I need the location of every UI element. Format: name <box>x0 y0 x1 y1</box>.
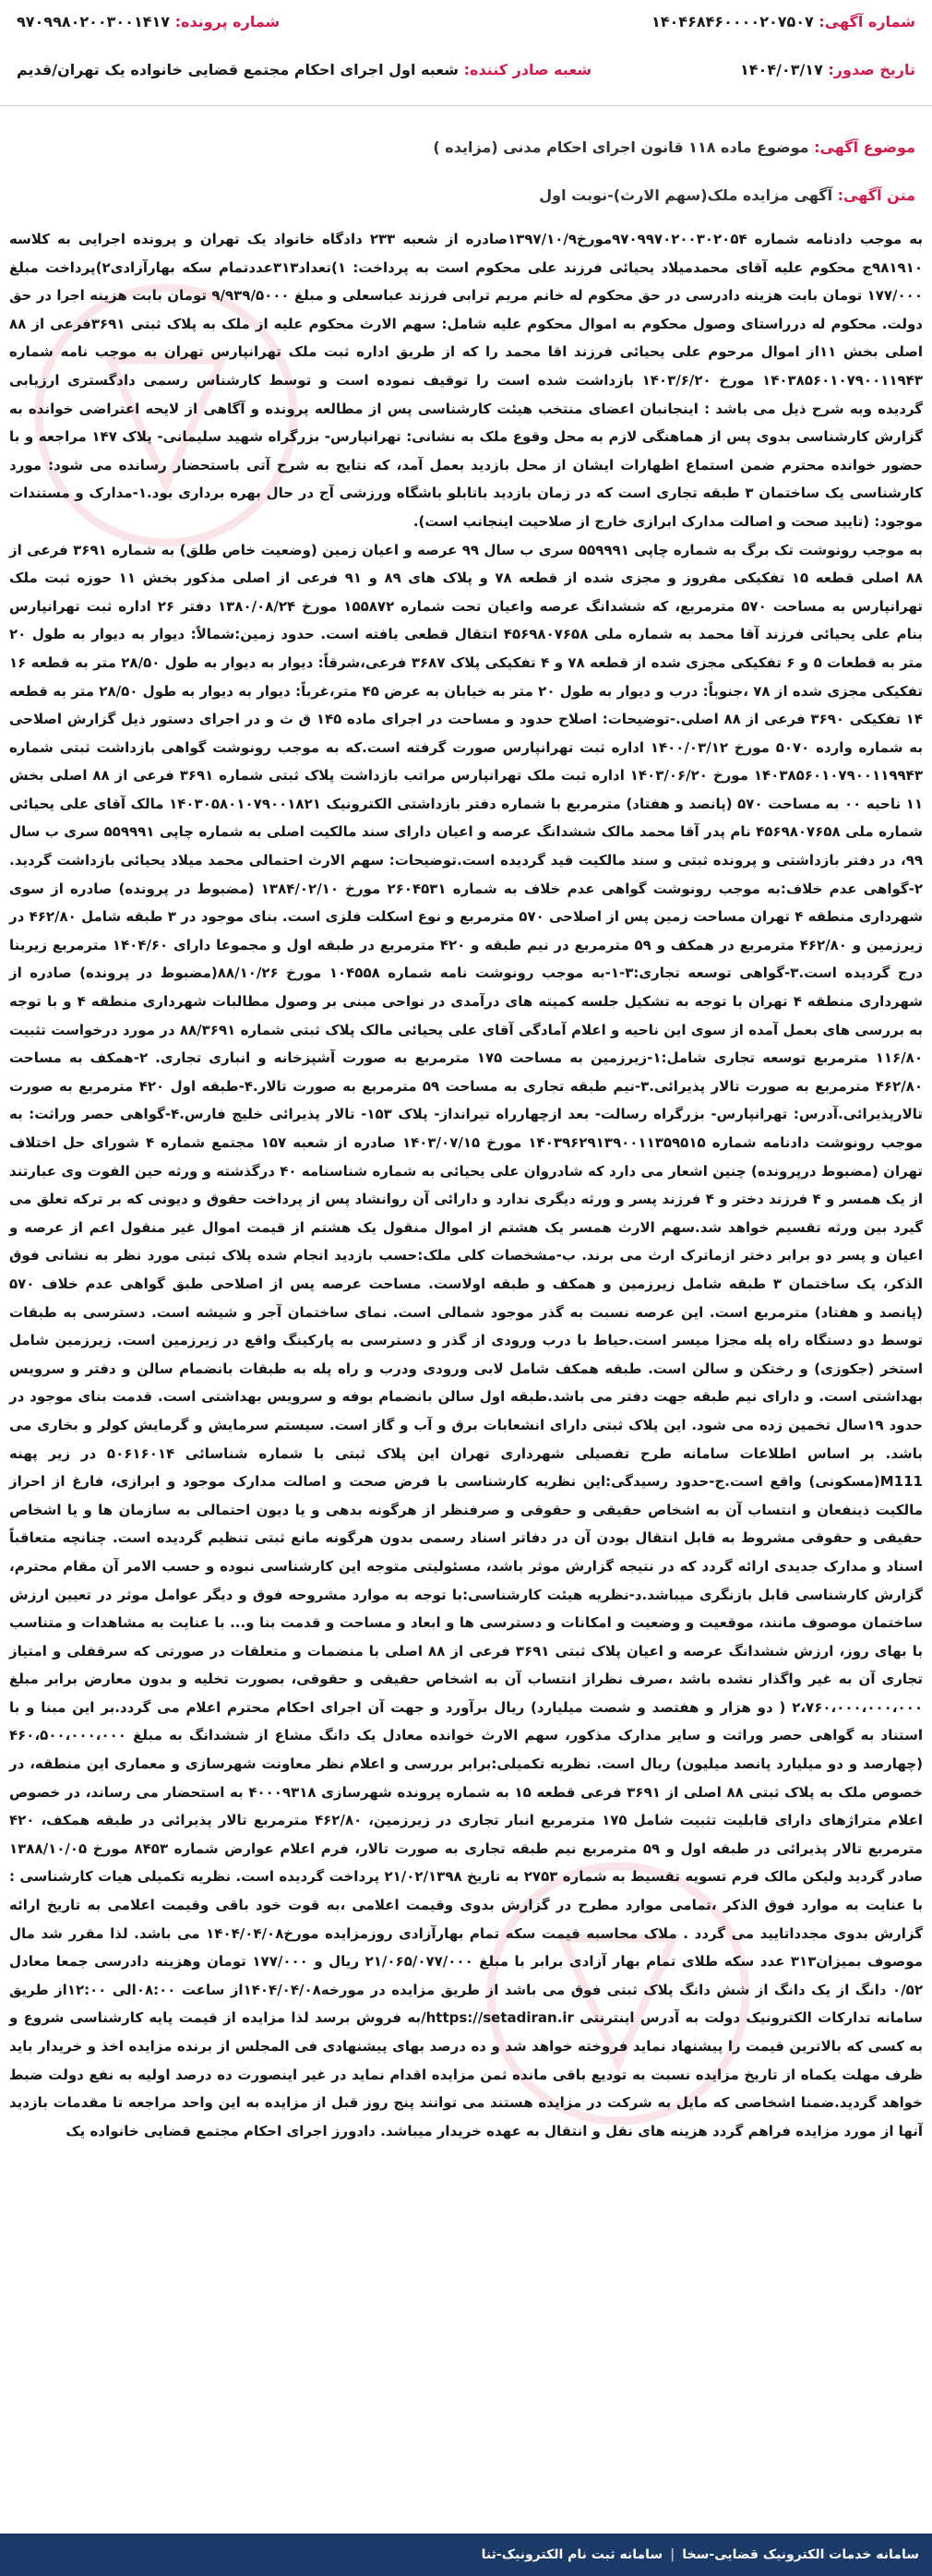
notice-title-value: آگهی مزایده ملک(سهم الارث)-نوبت اول <box>539 186 833 204</box>
case-number-label: شماره پرونده: <box>174 13 281 30</box>
case-number-row <box>17 13 280 30</box>
notice-title <box>539 186 915 204</box>
case-number: ۹۷۰۹۹۸۰۲۰۰۳۰۰۱۴۱۷ <box>17 13 171 30</box>
footer-bar <box>0 2534 932 2576</box>
notice-number: ۱۴۰۴۶۸۴۶۰۰۰۰۲۰۷۵۰۷ <box>651 13 814 30</box>
notice-number-row <box>651 13 915 30</box>
notice-body <box>9 225 923 2145</box>
footer-service-short: سخا <box>682 2547 710 2562</box>
footer-registration-link[interactable]: سامانه ثبت نام الکترونیک-ثنا <box>481 2547 663 2562</box>
notice-subject <box>433 138 915 156</box>
footer-registration-short: ثنا <box>481 2547 496 2562</box>
footer-service-link[interactable]: سامانه خدمات الکترونیک قضایی-سخا <box>682 2547 919 2562</box>
subject-label: موضوع آگهی: <box>814 138 915 156</box>
notice-title-label: متن آگهی: <box>837 186 915 204</box>
issuing-branch-row <box>17 61 591 78</box>
issue-date: ۱۴۰۴/۰۳/۱۷ <box>740 61 823 78</box>
footer-separator: | <box>670 2547 675 2562</box>
notice-header <box>0 0 932 106</box>
issuing-branch: شعبه اول اجرای احکام مجتمع قضایی خانواده یک تهران/قدیم <box>17 61 460 78</box>
footer-registration-name: سامانه ثبت نام الکترونیک <box>501 2547 663 2562</box>
subject-value: موضوع ماده ۱۱۸ قانون اجرای احکام مدنی (مزایده ) <box>433 138 809 156</box>
issue-date-label: تاریخ صدور: <box>828 61 915 78</box>
body-paragraph: به موجب رونوشت تک برگ به شماره چاپی ۵۵۹۹۹۱ سری ب سال ۹۹ عرصه و اعیان زمین (وضعیت خاص طلق) به شماره ۳۶۹۱ فرعی از ۸۸ اصلی قطعه ۱۵ تفکیکی مفروز و مجزی شده از قطعه ۷۸ و پلاک های ۸۹ و ۹۱ فرعی از اصلی مذکور بخش ۱۱ حوزه ثبت ملک تهرانپارس به مساحت ۵۷۰ مترمربع، که ششدانگ عرصه واعیان تحت شماره ۱۵۵۸۷۲ مورخ ۱۳۸۰/۰۸/۲۴ دفتر ۲۶ اداره ثبت تهرانپارس بنام علی یحیائی فرزند آقا محمد به شماره ملی ۴۵۶۹۸۰۷۶۵۸ انتقال قطعی یافته است. حدود زمین:شمالاً: دیوار به دیوار به طول ۲۰ متر به قطعات ۵ و ۶ تفکیکی مجزی شده از قطعه ۷۸ و ۴ تفکیکی پلاک ۳۶۸۷ فرعی،شرقاً: دیوار به دیوار به طول ۲۸/۵۰ متر به قطعه ۱۶ تفکیکی مجزی شده از ۷۸ ،جنوباً: درب و دیوار به طول ۲۰ متر به خیابان به عرض ۴۵ متر،غرباً: دیوار به دیوار به طول ۲۸/۵۰ متر به قطعه ۱۴ تفکیکی ۳۶۹۰ فرعی از ۸۸ اصلی.-توضیحات: اصلاح حدود و مساحت در اجرای ماده ۱۴۵ ق ث و در اجرای دستور ذیل گزارش اصلاحی به شماره وارده ۵۰۷۰ مورخ ۱۴۰۰/۰۳/۱۲ اداره ثبت تهرانپارس صورت گرفته است.که به موجب رونوشت گواهی بازداشت ثبتی شماره ۱۴۰۳۸۵۶۰۱۰۷۹۰۰۱۱۹۹۴۳ مورخ ۱۴۰۳/۰۶/۲۰ اداره ثبت ملک تهرانپارس مراتب بازداشت پلاک ثبتی شماره ۳۶۹۱ فرعی از ۸۸ اصلی بخش ۱۱ ناحیه ۰۰ به مساحت ۵۷۰ (پانصد و هفتاد) مترمربع با شماره دفتر بازداشتی الکترونیک ۱۴۰۳۰۵۸۰۱۰۷۹۰۰۱۸۲۱ مالک آقای علی یحیائی شماره ملی ۴۵۶۹۸۰۷۶۵۸ نام پدر آقا محمد مالک ششدانگ عرصه و اعیان دارای سند مالکیت اصلی به شماره چاپی ۵۵۹۹۹۱ سری ب سال ۹۹، در دفتر بازداشتی و پرونده ثبتی و سند مالکیت قید گردیده است.توضیحات: سهم الارث احتمالی محمد میلاد یحیائی بازداشت گردید. ۲-گواهی عدم خلاف:به موجب رونوشت گواهی عدم خلاف به شماره ۲۶۰۴۵۳۱ مورخ ۱۳۸۴/۰۲/۱۰ (مضبوط در پرونده) صادره از سوی شهرداری منطقه ۴ تهران مساحت زمین پس از اصلاحی ۵۷۰ مترمربع و نوع اسکلت فلزی است. بنای موجود در ۳ طبقه شامل ۴۶۲/۸۰ در زیرزمین و ۴۶۲/۸۰ مترمربع در همکف و ۵۹ مترمربع در نیم طبقه و ۴۲۰ مترمربع در طبقه اول و مجموعا دارای ۱۴۰۴/۶۰ مترمربع زیربنا درج گردیده است.۳-گواهی توسعه تجاری:۳-۱-به موجب رونوشت نامه شماره ۱۰۴۵۵۸ مورخ ۸۸/۱۰/۲۶(مضبوط در پرونده) صادره از شهرداری منطقه ۴ تهران با توجه به تشکیل جلسه کمیته های درآمدی در نواحی مبنی بر وصول مطالبات شهرداری منطقه ۴ و با توجه به بررسی های بعمل آمده از سوی این ناحیه و اعلام آمادگی آقای علی یحیائی مالک پلاک ثبتی شماره ۸۸/۳۶۹۱ در مورد درخواست تثبیت ۱۱۶/۸۰ مترمربع توسعه تجاری شامل:۱-زیرزمین به مساحت ۱۷۵ مترمربع به صورت آشپزخانه و انباری تجاری. ۲-همکف به مساحت ۴۶۲/۸۰ مترمربع به صورت تالار پذیرائی.۳-نیم طبقه تجاری به مساحت ۵۹ مترمربع به صورت تالار.۴-طبقه اول ۴۲۰ مترمربع به صورت تالارپذیرائی.آدرس: تهرانپارس- بزرگراه رسالت- بعد ازچهارراه تیرانداز- پلاک ۱۵۳- تالار پذیرائی خلیج فارس.۴-گواهی حصر وراثت: به موجب رونوشت دادنامه شماره ۱۴۰۳۹۶۲۹۱۳۹۰۰۱۱۳۵۹۵۱۵ مورخ ۱۴۰۳/۰۷/۱۵ صادره از شعبه ۱۵۷ مجتمع شماره ۴ شورای حل اختلاف تهران (مضبوط درپرونده) چنین اشعار می دارد که شادروان علی یحیائی به شماره شناسنامه ۴۰ درگذشته و ورثه حین الفوت وی عبارتند از یک همسر و ۴ فرزند دختر و ۴ فرزند پسر و ورثه دیگری ندارد و دارائی آن روانشاد پس از پرداخت حقوق و دیونی که بر ترکه تعلق می گیرد بین ورثه تقسیم خواهد شد.سهم الارث همسر یک هشتم از اموال منقول یک هشتم از قیمت اموال غیر منقول اعم از عرصه و اعیان و پسر دو برابر دختر ازماترک ارث می برند. ب-مشخصات کلی ملک:حسب بازدید انجام شده پلاک ثبتی مورد نظر به نشانی فوق الذکر، یک ساختمان ۳ طبقه شامل زیرزمین و همکف و طبقه اولاست. مساحت عرصه پس از اصلاحی طبق گواهی عدم خلاف ۵۷۰ (پانصد و هفتاد) مترمربع است. این عرصه نسبت به گذر موجود شمالی است. نمای ساختمان آجر و شیشه است. دسترسی به طبقات توسط دو دستگاه راه پله مجزا میسر است.حیاط با درب ورودی از گذر و دسترسی به پارکینگ واقع در زیرزمین است. زیرزمین شامل استخر (جکوزی) و رختکن و سالن است. طبقه همکف شامل لابی ورودی ودرب و راه پله به طبقات بانضمام سالن و دفتر و سرویس بهداشتی است. و دارای نیم طبقه جهت دفتر می باشد.طبقه اول سالن بانضمام بوفه و سرویس بهداشتی است. قدمت بنای موجود در حدود ۱۹سال تخمین زده می شود. این پلاک ثبتی دارای انشعابات برق و آب و گاز است. سیستم سرمایش و گرمایش کولر و بخاری می باشد. بر اساس اطلاعات سامانه طرح تفصیلی شهرداری تهران این پلاک ثبتی با شماره شناسائی ۵۰۶۱۶۰۱۴ در زیر پهنه M111(مسکونی) واقع است.ج-حدود رسیدگی:این نظریه کارشناسی با فرض صحت و اصالت مدارک موجود و ابرازی، فارغ از احراز مالکیت ذینفعان و انتساب آن به اشخاص حقیقی و حقوقی و صرفنظر از هرگونه بدهی و یا دیون احتمالی به سازمان ها و یا اشخاص حقیقی و حقوقی مشروط به قابل انتقال بودن آن در دفاتر اسناد رسمی بدون هرگونه مانع ثبتی تنظیم گردیده است. چنانچه متعاقباً اسناد و مدارک جدیدی ارائه گردد که در نتیجه گزارش موثر باشد، مسئولیتی متوجه این کارشناسی نبوده و حسب الامر آن مقام محترم، گزارش کارشناسی قابل بازنگری میباشد.د-نظریه هیئت کارشناسی:با توجه به موارد مشروحه فوق و دیگر عوامل موثر در تعیین ارزش ساختمان موصوف مانند، موقعیت و وضعیت و امکانات و دسترسی ها و ابعاد و مساحت و قدمت بنا و... با عنایت به مشاهدات و متناسب با بهای روز، ارزش ششدانگ عرصه و اعیان پلاک ثبتی ۳۶۹۱ فرعی از ۸۸ اصلی با منضمات و متعلقات در صورتی که سرقفلی و امتیاز تجاری آن به غیر واگذار نشده باشد ،صرف نظراز انتساب آن به اشخاص حقیقی و حقوقی، بصورت تخلیه و بدون معارض برابر مبلغ ۲،۷۶۰،۰۰۰،۰۰۰،۰۰۰ ( دو هزار و هفتصد و شصت میلیارد) ریال برآورد و جهت آن اجرای احکام محترم اعلام می گردد.بر این مبنا و با استناد به گواهی حصر وراثت و سایر مدارک مذکور، سهم الارث خوانده معادل یک دانگ مشاع از ششدانگ به مبلغ ۴۶۰،۵۰۰،۰۰۰،۰۰۰ (چهارصد و دو میلیارد پانصد میلیون) ریال است. نظریه تکمیلی:برابر بررسی و اعلام نظر معاونت شهرسازی و معماری این منطقه، در خصوص ملک به پلاک ثبتی ۸۸ اصلی از ۳۶۹۱ فرعی قطعه ۱۵ به شماره پرونده شهرسازی ۴۰۰۰۹۳۱۸ به استحضار می رساند، در خصوص اعلام متراژهای دارای قابلیت تثبیت شامل ۱۷۵ مترمربع انبار تجاری در زیرزمین، ۴۶۲/۸۰ مترمربع تالار پذیرائی در طبقه همکف، ۴۲۰ مترمربع تالار پذیرائی در طبقه اول و ۵۹ مترمربع نیم طبقه تجاری به صورت تالار، فرم اعلام عوارض شماره ۸۴۵۳ مورخ ۱۳۸۸/۱۰/۰۵ صادر گردید ولیکن مالک فرم تسویه تقسیط به شماره ۲۷۵۳ به تاریخ ۲۱/۰۲/۱۳۹۸ پرداخت گردیده است. نظریه تکمیلی هیات کارشناسی : با عنایت به موارد فوق الذکر ،تمامی موارد مطرح در گزارش بدوی وقیمت اعلامی ،به قوت خود باقی وقیمت اعلامی به تاریخ ارائه گزارش بدوی مجدداتایید می گردد . ملاک محاسبه قیمت سکه تمام بهارآزادی روزمزایده مورخ۱۴۰۴/۰۴/۰۸ می باشد. لذا مقرر شد مال موصوف بمیزان۳۱۳ عدد سکه طلای تمام بهار آزادی برابر با مبلغ ۲۱/۰۶۵/۰۷۷/۰۰۰ ریال و ۱۷۷/۰۰۰ تومان وهزینه دادرسی جمعا معادل ۰/۵۲ دانگ از یک دانگ از شش دانگ پلاک ثبتی فوق می باشد از طریق مزایده در مورخه۱۴۰۴/۰۴/۰۸از ساعت ۰۸:۰۰الی ۱۲:۰۰از طریق سامانه تدارکات الکترونیک دولت به آدرس اینترنتی https://setadiran.ir/به فروش برسد لذا مزایده از قیمت پایه کارشناسی شروع و به کسی که بالاترین قیمت را پیشنهاد نماید فروخته خواهد شد و ده درصد بهای پیشنهادی فی المجلس از برنده مزایده اخذ و خریدار باید ظرف مهلت یکماه از تاریخ مزایده نسبت به تودیع باقی مانده ثمن مزایده اقدام نماید در غیر اینصورت ده درصد اولیه به نفع دولت ضبط خواهد گردید.ضمنا اشخاصی که مایل به شرکت در مزایده هستند می توانند پنج روز قبل از مزایده به این واحد مراجعه تا مقدمات بازدید آنها از مورد مزایده فراهم گردد هزینه های نقل و انتقال به عهده خریدار میباشد. دادورز اجرای احکام مجتمع قضایی خانواده یک <box>9 541 924 2139</box>
footer-service-name: سامانه خدمات الکترونیک قضایی <box>714 2547 919 2562</box>
body-paragraph: به موجب دادنامه شماره ۹۷۰۹۹۷۰۲۰۰۳۰۲۰۵۴مورخ۱۳۹۷/۱۰/۹صادره از شعبه ۲۳۳ دادگاه خانواد یک تهران و پرونده اجرایی به کلاسه ۹۸۱۹۱۰ج محکوم علیه آقای محمدمیلاد یحیائی فرزند علی محکوم است به پرداخت: ۱)تعداد۳۱۳عددتمام سکه بهارآزادی۲)پرداخت مبلغ ۱۷۷/۰۰۰ تومان بابت هزینه دادرسی در حق محکوم له خانم مریم ترابی فرزند عباسعلی و مبلغ ۹/۹۳۹/۵۰۰۰ تومان بابت هزینه اجرا در حق دولت. محکوم له درراستای وصول محکوم به اموال محکوم علیه شامل: سهم الارث محکوم علیه از ملک به پلاک ثبتی ۳۶۹۱فرعی از ۸۸ اصلی بخش ۱۱از اموال مرحوم علی یحیائی فرزند اقا محمد را که از طریق اداره ثبت ملک تهرانپارس تهران به موجب نامه شماره ۱۴۰۳۸۵۶۰۱۰۷۹۰۰۱۱۹۴۳ مورخ ۱۴۰۳/۶/۲۰ بازداشت شده است را توقیف نموده است و توسط کارشناس رسمی دادگستری ارزیابی گردیده وبه شرح ذیل می باشد : اینجانبان اعضای منتخب هیئت کارشناسی پس از مطالعه پرونده و آگاهی از لایحه اعتراضی خوانده به گزارش کارشناسی بدوی پس از هماهنگی لازم به محل وقوع ملک به نشانی: تهرانپارس- بزرگراه شهید سلیمانی- پلاک ۱۴۷ مراجعه و با حضور خوانده محترم ضمن استماع اظهارات ایشان از محل بازدید بعمل آمد، که نتایج به شرح آتی باستحضار رسانده می شود: مورد کارشناسی یک ساختمان ۳ طبقه تجاری است که در زمان بازدید باتابلو باشگاه ورزشی آج در حال بهره برداری بود.۱-مدارک و مستندات موجود: (تایید صحت و اصالت مدارک ابرازی خارج از صلاحیت اینجانب است). <box>9 231 924 530</box>
notice-number-label: شماره آگهی: <box>818 13 915 30</box>
issuing-branch-label: شعبه صادر کننده: <box>463 61 592 78</box>
issue-date-row <box>740 61 915 78</box>
